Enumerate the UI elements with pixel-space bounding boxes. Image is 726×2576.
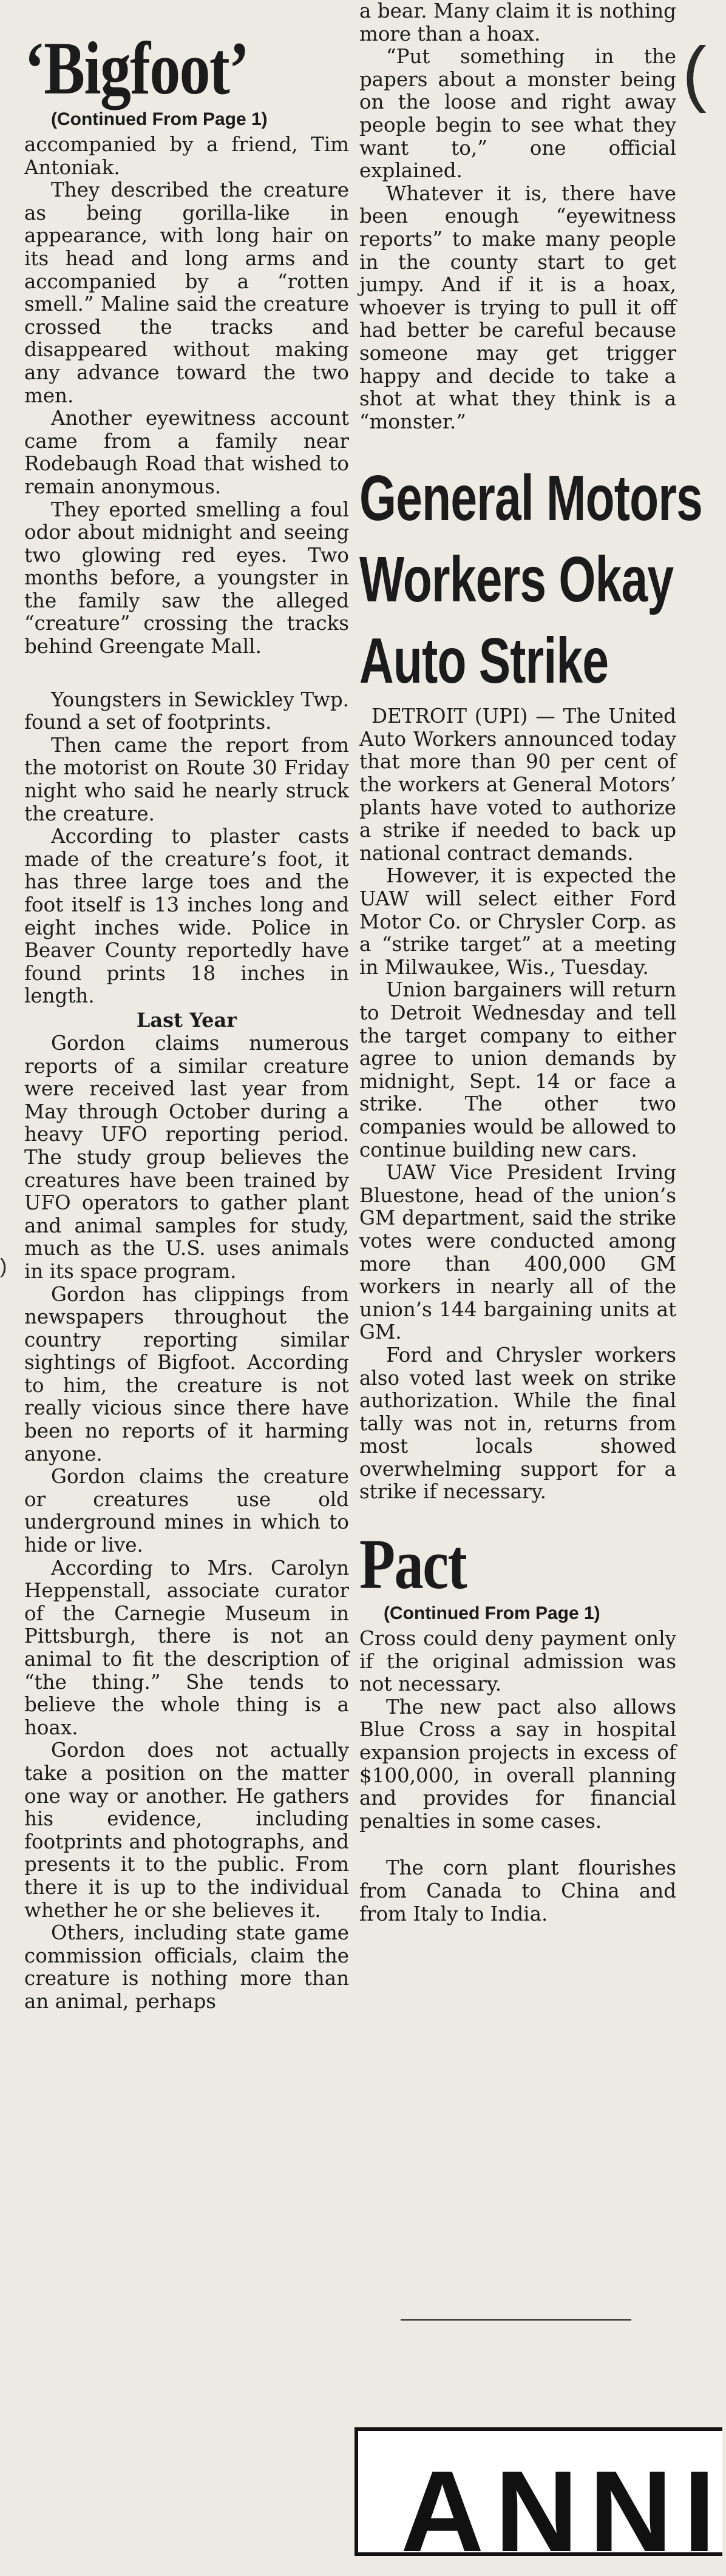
gm-headline-line: General Motors — [359, 462, 703, 535]
bigfoot-paragraph: Another eyewitness account came from a family near Rodebaugh Road that wished to remain anonymous. — [24, 407, 349, 498]
filler-item — [359, 1857, 676, 1925]
gm-article — [359, 458, 703, 1504]
bigfoot-continuation — [359, 0, 676, 433]
pact-continued-line: (Continued From Page 1) — [384, 1603, 600, 1624]
bigfoot-paragraph: Whatever it is, there have been enough “eyewitness reports” to make many people in the county start to get jumpy. And if it is a hoax, whoever is trying to pull it off had better be careful because someone may get trigger happy and decide to take a shot at what they think is a “monster.” — [359, 181, 676, 433]
bigfoot-paragraph: They described the creature as being gorilla-like in appearance, with long hair on its head and long arms and accompanied by a “rotten smell.” Maline said the creature crossed the tracks and disappeared without making any advance toward the two men. — [24, 178, 349, 407]
bigfoot-paragraph: Gordon does not actually take a position on the matter one way or another. He gathers his evidence, including footprints and photographs, and presents it to the public. From there it is up to the individual whether he or she believes it. — [24, 1739, 349, 1922]
bigfoot-paragraph: They eported smelling a foul odor about midnight and seeing two glowing red eyes. Two months before, a youngster in the family saw the alleged “creature” crossing the tracks behind Greengate Mall. — [24, 498, 349, 658]
gm-headline-line: Workers Okay — [359, 544, 674, 616]
gm-paragraph: UAW Vice President Irving Bluestone, head of the union’s GM department, said the strike votes were conducted among more than 400,000 GM workers in nearly all of the union’s 144 bargaining units at GM. — [359, 1161, 676, 1344]
gm-paragraph: Ford and Chrysler workers also voted last week on strike authorization. While the final tally was not in, returns from most locals showed overwhelming support for a strike if necessary. — [359, 1343, 676, 1504]
bigfoot-paragraph: According to plaster casts made of the creature’s foot, it has three large toes and the foot itself is 13 inches long and eight inches wide. Police in Beaver County reportedly have found prints 18 inches in length. — [24, 825, 349, 1008]
pact-headline: Pact — [359, 1524, 467, 1604]
gm-paragraph: However, it is expected the UAW will select either Ford Motor Co. or Chrysler Corp. as a “strike target” at a meeting in Milwaukee, Wis., Tuesday. — [359, 864, 676, 979]
bigfoot-subhead: Last Year — [136, 1008, 237, 1032]
filler-text: The corn plant flourishes from Canada to China and from Italy to India. — [359, 1856, 676, 1925]
bigfoot-paragraph: Gordon claims numerous reports of a similar creature were received last year from May through October during a heavy UFO reporting period. The study group believes the creatures have been trained by UFO operators to gather plant and animal samples for study, much as the U.S. uses animals in its space program. — [24, 1031, 349, 1283]
bigfoot-headline: ‘Bigfoot’ — [24, 27, 249, 110]
bigfoot-paragraph: Youngsters in Sewickley Twp. found a set of footprints. — [24, 688, 349, 734]
bigfoot-paragraph: Gordon claims the creature or creatures use old underground mines in which to hide or live. — [24, 1465, 349, 1557]
pact-paragraph: The new pact also allows Blue Cross a say in hospital expansion projects in excess of $100,000, in overall planning and provides for financial penalties in some cases. — [359, 1695, 676, 1833]
gm-paragraph: Union bargainers will return to Detroit Wednesday and tell the target company to either agree to union demands by midnight, Sept. 14 or face a strike. The other two companies would be allowed to continue building new cars. — [359, 978, 676, 1161]
cropped-edge-glyph: ) — [0, 1255, 7, 1278]
pact-article — [359, 1524, 676, 1833]
gm-paragraph: DETROIT (UPI) — The United Auto Workers announced today that more than 90 per cent of the workers at General Motors’ plants have voted to authorize a strike if needed to back up national contract demands. — [359, 705, 676, 865]
advertisement-box — [355, 2427, 726, 2576]
bigfoot-paragraph: Others, including state game commission officials, claim the creature is nothing more than an animal, perhaps — [24, 1921, 349, 2013]
right-column — [359, 0, 703, 1925]
bigfoot-paragraph: “Put something in the papers about a monster being on the loose and right away people begin to see what they want to,” one official explained. — [359, 45, 676, 183]
advertisement-text: ANNI — [401, 2447, 726, 2576]
bigfoot-paragraph: accompanied by a friend, Tim Antoniak. — [24, 133, 349, 179]
section-divider — [401, 2319, 631, 2321]
gm-headline-line: Auto Strike — [359, 625, 609, 697]
bigfoot-continued-line: (Continued From Page 1) — [51, 109, 268, 129]
pact-paragraph: Cross could deny payment only if the original admission was not necessary. — [359, 1627, 676, 1696]
bigfoot-paragraph: Then came the report from the motorist on Route 30 Friday night who said he nearly struck the creature. — [24, 733, 349, 825]
bigfoot-paragraph: According to Mrs. Carolyn Heppenstall, associate curator of the Carnegie Museum in Pittsburgh, there is not an animal to fit the description of “the thing.” She tends to believe the whole thing is a hoax. — [24, 1556, 349, 1739]
bigfoot-paragraph: Gordon has clippings from newspapers throughout the country reporting similar sightings of Bigfoot. According to him, the creature is not really vicious since there have been no reports of it harming anyone. — [24, 1282, 349, 1465]
bigfoot-paragraph: a bear. Many claim it is nothing more than a hoax. — [359, 0, 676, 46]
bigfoot-article — [24, 0, 349, 2013]
cropped-edge-glyph: ( — [682, 32, 707, 113]
